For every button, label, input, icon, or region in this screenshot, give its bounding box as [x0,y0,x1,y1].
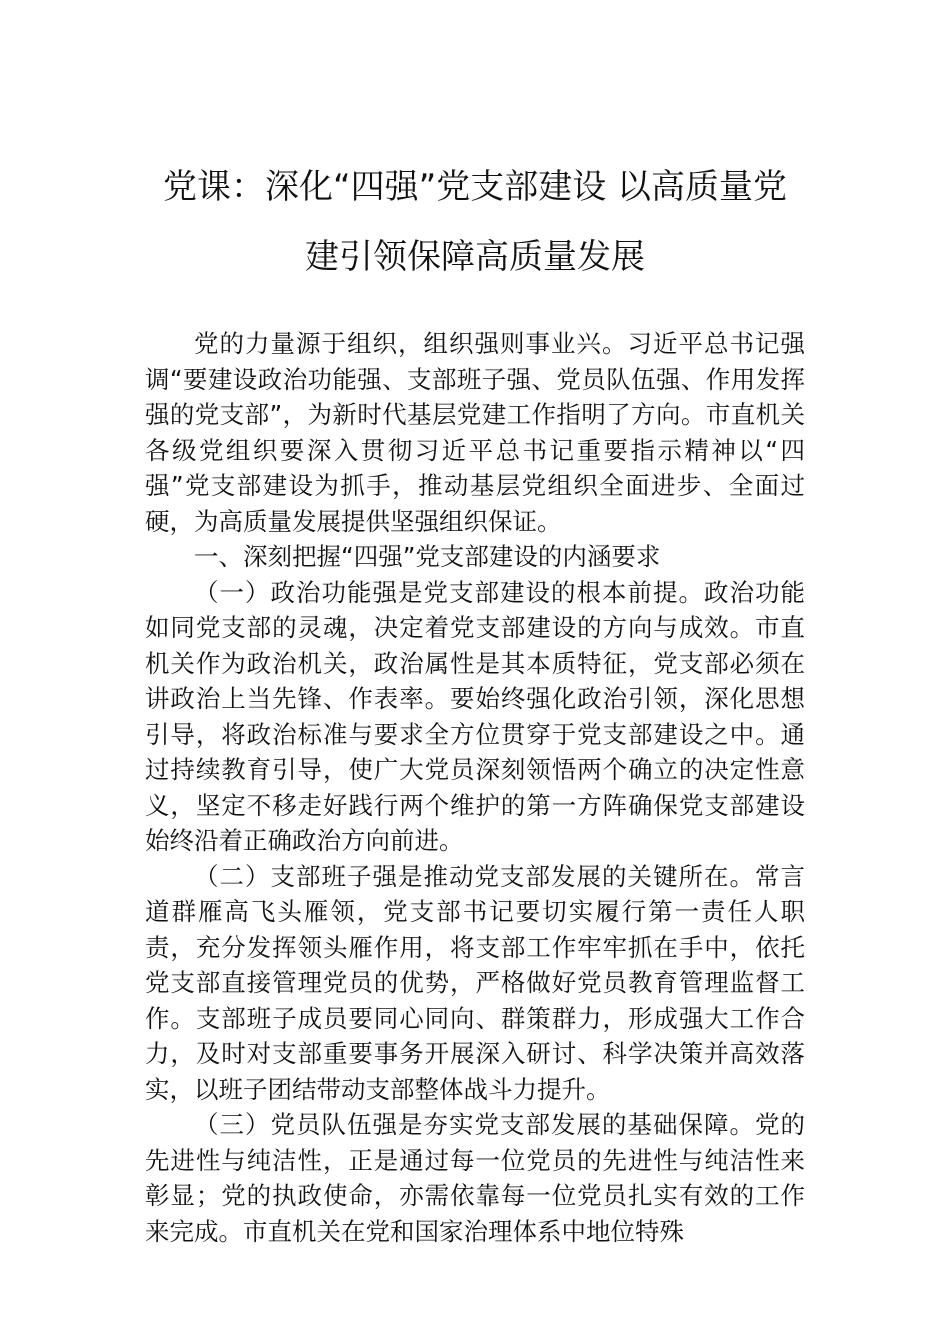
section-heading-1: 一、深刻把握“四强”党支部建设的内涵要求 [194,542,661,571]
intro-paragraph: 党的力量源于组织，组织强则事业兴。习近平总书记强调“要建设政治功能强、支部班子强、党员队伍强、作用发挥强的党支部”，为新时代基层党建工作指明了方向。市直机关各级党组织要深入贯彻习近平总书记重要指示精神以“四强”党支部建设为抓手，推动基层党组织全面进步、全面过硬，为高质量发展提供坚强组织保证。 [145,329,805,536]
document-title-line-1: 党课：深化“四强”党支部建设 以高质量党 [162,167,788,207]
paragraph-member-team: （三）党员队伍强是夯实党支部发展的基础保障。党的先进性与纯洁性，正是通过每一位党员的先进性与纯洁性来彰显；党的执政使命，亦需依靠每一位党员扎实有效的工作来完成。市直机关在党和国家治理体系中地位特殊 [145,1110,805,1246]
document-title-line-2: 建引领保障高质量发展 [305,237,645,277]
document-body [145,326,805,1249]
paragraph-political-function: （一）政治功能强是党支部建设的根本前提。政治功能如同党支部的灵魂，决定着党支部建设的方向与成效。市直机关作为政治机关，政治属性是其本质特征，党支部必须在讲政治上当先锋、作表率。要始终强化政治引领，深化思想引导，将政治标准与要求全方位贯穿于党支部建设之中。通过持续教育引导，使广大党员深刻领悟两个确立的决定性意义，坚定不移走好践行两个维护的第一方阵确保党支部建设始终沿着正确政治方向前进。 [145,577,805,855]
paragraph-branch-leadership: （二）支部班子强是推动党支部发展的关键所在。常言道群雁高飞头雁领，党支部书记要切实履行第一责任人职责，充分发挥领头雁作用，将支部工作牢牢抓在手中，依托党支部直接管理党员的优势，严格做好党员教育管理监督工作。支部班子成员要同心同向、群策群力，形成强大工作合力，及时对支部重要事务开展深入研讨、科学决策并高效落实，以班子团结带动支部整体战斗力提升。 [145,861,805,1104]
